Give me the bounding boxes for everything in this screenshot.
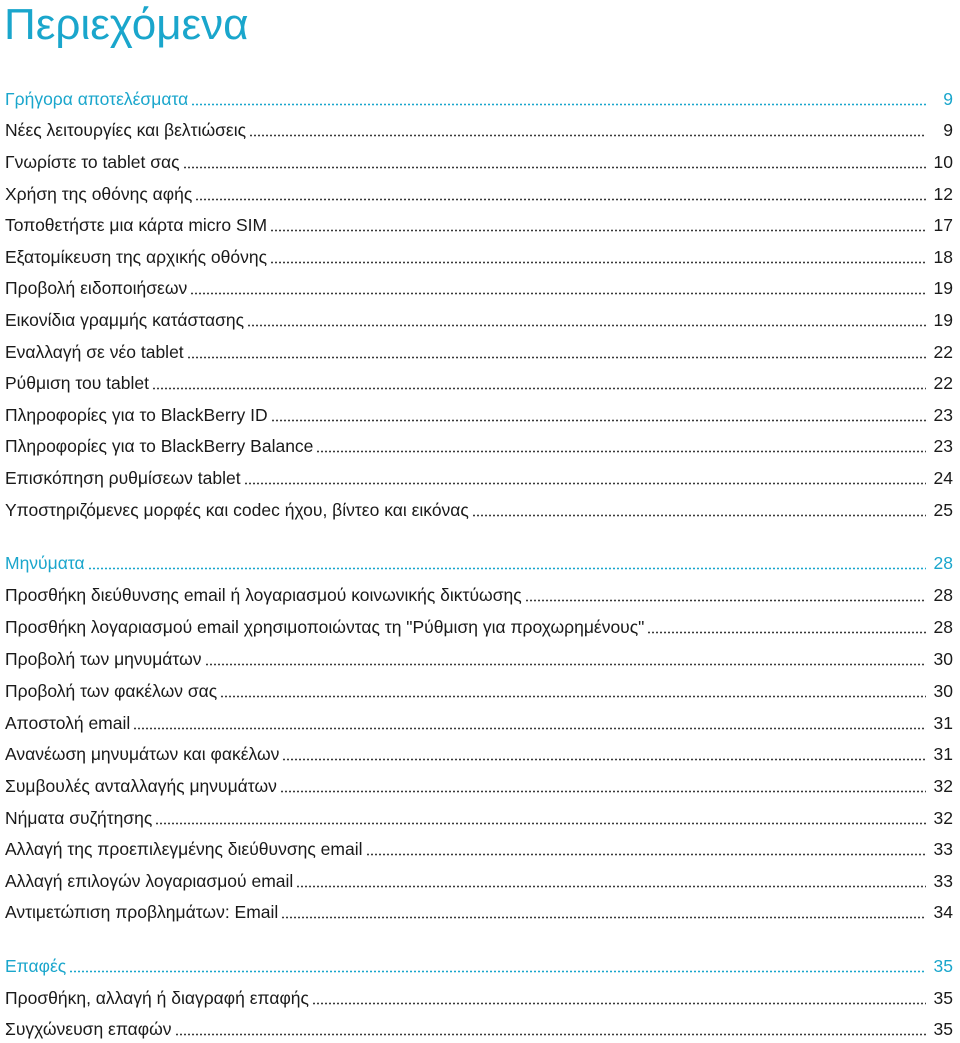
toc-entry-title: Προβολή ειδοποιήσεων: [5, 278, 188, 298]
toc-entry-title: Προβολή των φακέλων σας: [5, 681, 218, 701]
toc-entry-page-number: 10: [933, 152, 953, 172]
toc-entry-page-number: 35: [933, 1019, 953, 1039]
dot-leader: [270, 261, 926, 264]
dot-leader: [249, 134, 926, 137]
toc-entry-notifications[interactable]: [5, 274, 953, 302]
toc-entry-page-number: 28: [933, 585, 953, 605]
toc-entry-blackberry-id[interactable]: [5, 401, 953, 429]
toc-entry-new-features[interactable]: [5, 116, 953, 144]
toc-entry-page-number: 9: [943, 89, 953, 109]
toc-entry-switch-tablet[interactable]: [5, 338, 953, 366]
dot-leader: [525, 599, 926, 602]
toc-entry-page-number: 35: [933, 988, 953, 1008]
toc-entry-title: Εξατομίκευση της αρχικής οθόνης: [5, 247, 268, 267]
toc-entry-page-number: 31: [933, 744, 953, 764]
toc-entry-page-number: 19: [933, 310, 953, 330]
toc-entry-page-number: 33: [933, 839, 953, 859]
dot-leader: [190, 292, 926, 295]
dot-leader: [220, 695, 926, 698]
toc-entry-title: Εικονίδια γραμμής κατάστασης: [5, 310, 245, 330]
toc-entry-title: Γρήγορα αποτελέσματα: [5, 89, 189, 109]
dot-leader: [244, 482, 926, 485]
toc-entry-page-number: 30: [933, 649, 953, 669]
dot-leader: [316, 450, 926, 453]
toc-entry-micro-sim[interactable]: [5, 211, 953, 239]
toc-entry-page-number: 32: [933, 808, 953, 828]
toc-entry-page-number: 33: [933, 871, 953, 891]
toc-entry-title: Νήματα συζήτησης: [5, 808, 153, 828]
toc-entry-blackberry-balance[interactable]: [5, 432, 953, 460]
toc-entry-title: Πληροφορίες για το BlackBerry Balance: [5, 436, 314, 456]
toc-entry-page-number: 18: [933, 247, 953, 267]
dot-leader: [155, 822, 926, 825]
toc-entry-page-number: 12: [933, 184, 953, 204]
toc-section-messages[interactable]: [5, 549, 953, 577]
toc-entry-page-number: 23: [933, 436, 953, 456]
toc-entry-title: Πληροφορίες για το BlackBerry ID: [5, 405, 268, 425]
dot-leader: [296, 885, 926, 888]
toc-entry-title: Μηνύματα: [5, 553, 85, 573]
toc-entry-title: Υποστηριζόμενες μορφές και codec ήχου, βίντεο και εικόνας: [5, 500, 469, 520]
toc-entry-title: Εναλλαγή σε νέο tablet: [5, 342, 184, 362]
toc-entry-title: Αποστολή email: [5, 713, 131, 733]
toc-entry-page-number: 28: [933, 617, 953, 637]
toc-entry-email-troubleshooting[interactable]: [5, 898, 953, 926]
dot-leader: [271, 419, 926, 422]
dot-leader: [366, 853, 926, 856]
toc-entry-advanced-setup[interactable]: [5, 613, 953, 641]
toc-entry-title: Επισκόπηση ρυθμίσεων tablet: [5, 468, 241, 488]
dot-leader: [472, 514, 926, 517]
toc-entry-know-your-tablet[interactable]: [5, 148, 953, 176]
dot-leader: [280, 790, 926, 793]
toc-entry-page-number: 32: [933, 776, 953, 796]
toc-entry-title: Ρύθμιση του tablet: [5, 373, 149, 393]
toc-entry-title: Συγχώνευση επαφών: [5, 1019, 172, 1039]
toc-entry-send-email[interactable]: [5, 709, 953, 737]
toc-entry-title: Προσθήκη λογαριασμού email χρησιμοποιώντας τη "Ρύθμιση για προχωρημένους": [5, 617, 645, 637]
page-title: Περιεχόμενα: [4, 0, 249, 49]
toc-entry-title: Τοποθετήστε μια κάρτα micro SIM: [5, 215, 268, 235]
toc-entry-merge-contacts[interactable]: [5, 1015, 953, 1043]
toc-entry-page-number: 19: [933, 278, 953, 298]
toc-entry-settings-overview[interactable]: [5, 464, 953, 492]
dot-leader: [647, 631, 926, 634]
toc-entry-title: Χρήση της οθόνης αφής: [5, 184, 193, 204]
toc-entry-page-number: 9: [943, 120, 953, 140]
toc-entry-title: Προσθήκη διεύθυνσης email ή λογαριασμού κοινωνικής δικτύωσης: [5, 585, 522, 605]
dot-leader: [152, 387, 926, 390]
toc-section-quick-start[interactable]: [5, 85, 953, 113]
toc-entry-home-screen[interactable]: [5, 243, 953, 271]
dot-leader: [88, 567, 926, 570]
dot-leader: [247, 324, 926, 327]
toc-entry-title: Αντιμετώπιση προβλημάτων: Email: [5, 902, 279, 922]
dot-leader: [183, 166, 926, 169]
toc-entry-title: Αλλαγή επιλογών λογαριασμού email: [5, 871, 294, 891]
toc-entry-page-number: 17: [933, 215, 953, 235]
toc-entry-title: Αλλαγή της προεπιλεγμένης διεύθυνσης email: [5, 839, 363, 859]
toc-entry-default-email[interactable]: [5, 835, 953, 863]
toc-entry-setup-tablet[interactable]: [5, 369, 953, 397]
toc-entry-view-folders[interactable]: [5, 677, 953, 705]
toc-entry-supported-formats[interactable]: [5, 496, 953, 524]
dot-leader: [281, 916, 926, 919]
toc-entry-title: Γνωρίστε το tablet σας: [5, 152, 180, 172]
toc-entry-title: Προβολή των μηνυμάτων: [5, 649, 202, 669]
toc-entry-messaging-tips[interactable]: [5, 772, 953, 800]
dot-leader: [195, 198, 926, 201]
toc-entry-page-number: 22: [933, 373, 953, 393]
toc-entry-email-account-options[interactable]: [5, 867, 953, 895]
toc-entry-page-number: 23: [933, 405, 953, 425]
toc-entry-add-edit-contact[interactable]: [5, 984, 953, 1012]
toc-entry-conversation-threads[interactable]: [5, 804, 953, 832]
toc-entry-title: Επαφές: [5, 956, 67, 976]
toc-entry-title: Προσθήκη, αλλαγή ή διαγραφή επαφής: [5, 988, 309, 1008]
toc-entry-page-number: 30: [933, 681, 953, 701]
toc-entry-touch-screen[interactable]: [5, 180, 953, 208]
dot-leader: [175, 1033, 926, 1036]
dot-leader: [133, 727, 926, 730]
toc-entry-title: Ανανέωση μηνυμάτων και φακέλων: [5, 744, 280, 764]
dot-leader: [69, 970, 926, 973]
toc-entry-page-number: 28: [933, 553, 953, 573]
toc-entry-status-bar-icons[interactable]: [5, 306, 953, 334]
dot-leader: [270, 229, 926, 232]
toc-entry-page-number: 34: [933, 902, 953, 922]
toc-entry-page-number: 35: [933, 956, 953, 976]
toc-entry-title: Νέες λειτουργίες και βελτιώσεις: [5, 120, 247, 140]
toc-entry-page-number: 31: [933, 713, 953, 733]
toc-entry-page-number: 22: [933, 342, 953, 362]
toc-entry-view-messages[interactable]: [5, 645, 953, 673]
dot-leader: [187, 356, 926, 359]
toc-section-contacts[interactable]: [5, 952, 953, 980]
toc-entry-title: Συμβουλές ανταλλαγής μηνυμάτων: [5, 776, 277, 796]
toc-entry-add-email-social[interactable]: [5, 581, 953, 609]
dot-leader: [312, 1002, 926, 1005]
toc-entry-page-number: 25: [933, 500, 953, 520]
dot-leader: [205, 663, 927, 666]
toc-entry-page-number: 24: [933, 468, 953, 488]
dot-leader: [191, 103, 926, 106]
dot-leader: [282, 758, 926, 761]
toc-entry-refresh-messages[interactable]: [5, 740, 953, 768]
